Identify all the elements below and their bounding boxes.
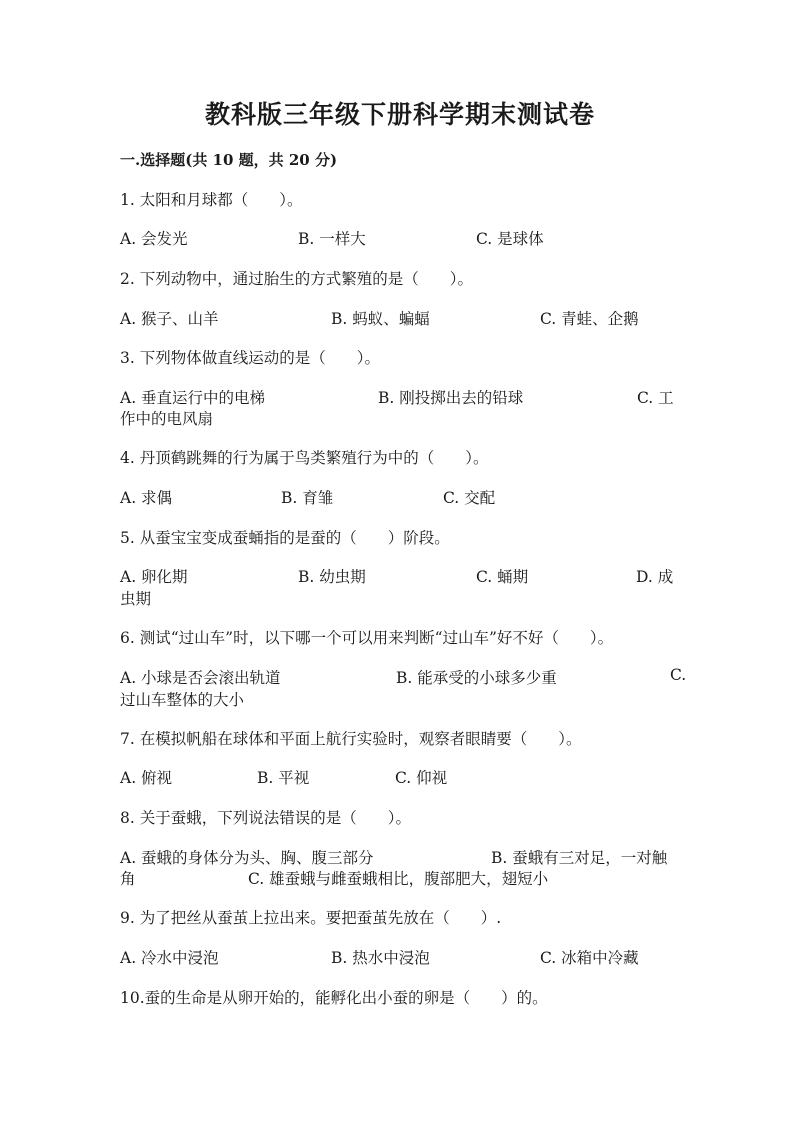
option-a: A. 卵化期 bbox=[120, 568, 188, 586]
option-a: A. 会发光 bbox=[120, 230, 188, 248]
option-a: A. 俯视 bbox=[120, 769, 173, 787]
option-a: A. 冷水中浸泡 bbox=[120, 949, 219, 967]
option-a: A. 垂直运行中的电梯 bbox=[120, 389, 266, 407]
option-a: A. 求偶 bbox=[120, 489, 173, 507]
option-b: B. 刚投掷出去的铅球 bbox=[378, 389, 524, 407]
option-d-continued: 虫期 bbox=[120, 590, 152, 608]
option-b: B. 能承受的小球多少重 bbox=[396, 669, 557, 687]
option-a: A. 猴子、山羊 bbox=[120, 310, 219, 328]
option-c: C. bbox=[670, 666, 687, 684]
question-stem: 7. 在模拟帆船在球体和平面上航行实验时，观察者眼睛要（ ）。 bbox=[120, 730, 582, 748]
question-stem: 9. 为了把丝从蚕茧上拉出来。要把蚕茧先放在（ ）. bbox=[120, 909, 502, 927]
question-stem: 6. 测试“过山车”时，以下哪一个可以用来判断“过山车”好不好（ ）。 bbox=[120, 629, 614, 647]
question-stem: 4. 丹顶鹤跳舞的行为属于鸟类繁殖行为中的（ ）。 bbox=[120, 449, 489, 467]
question-stem: 5. 从蚕宝宝变成蚕蛹指的是蚕的（ ）阶段。 bbox=[120, 529, 450, 547]
option-a: A. 小球是否会滚出轨道 bbox=[120, 669, 281, 687]
option-c-continued: 过山车整体的大小 bbox=[120, 691, 245, 709]
option-b: B. 一样大 bbox=[298, 230, 366, 248]
option-c: C. 交配 bbox=[443, 489, 496, 507]
option-b: B. 蚂蚁、蝙蝠 bbox=[331, 310, 430, 328]
option-c: C. 冰箱中冷藏 bbox=[540, 949, 639, 967]
option-b-continued: 角 bbox=[120, 870, 136, 888]
option-c-continued: 作中的电风扇 bbox=[120, 410, 214, 428]
page-title: 教科版三年级下册科学期末测试卷 bbox=[204, 100, 595, 129]
question-stem: 10.蚕的生命是从卵开始的，能孵化出小蚕的卵是（ ）的。 bbox=[120, 989, 548, 1007]
option-c: C. 蛹期 bbox=[476, 568, 529, 586]
option-b: B. 幼虫期 bbox=[298, 568, 366, 586]
option-c: C. 是球体 bbox=[476, 230, 544, 248]
option-c: C. 仰视 bbox=[395, 769, 448, 787]
option-b: B. 平视 bbox=[257, 769, 310, 787]
option-b: B. 蚕蛾有三对足，一对触 bbox=[491, 849, 668, 867]
option-c: C. 青蛙、企鹅 bbox=[540, 310, 639, 328]
question-stem: 2. 下列动物中，通过胎生的方式繁殖的是（ ）。 bbox=[120, 270, 473, 288]
question-stem: 8. 关于蚕蛾，下列说法错误的是（ ）。 bbox=[120, 809, 411, 827]
option-d: D. 成 bbox=[636, 568, 674, 586]
option-b: B. 育雏 bbox=[281, 489, 334, 507]
option-c: C. 工 bbox=[637, 389, 674, 407]
option-b: B. 热水中浸泡 bbox=[331, 949, 430, 967]
section-heading: 一.选择题(共 10 题，共 20 分) bbox=[120, 151, 338, 169]
option-a: A. 蚕蛾的身体分为头、胸、腹三部分 bbox=[120, 849, 374, 867]
option-c: C. 雄蚕蛾与雌蚕蛾相比，腹部肥大，翅短小 bbox=[248, 870, 549, 888]
question-stem: 3. 下列物体做直线运动的是（ ）。 bbox=[120, 349, 380, 367]
question-stem: 1. 太阳和月球都（ ）。 bbox=[120, 191, 303, 209]
